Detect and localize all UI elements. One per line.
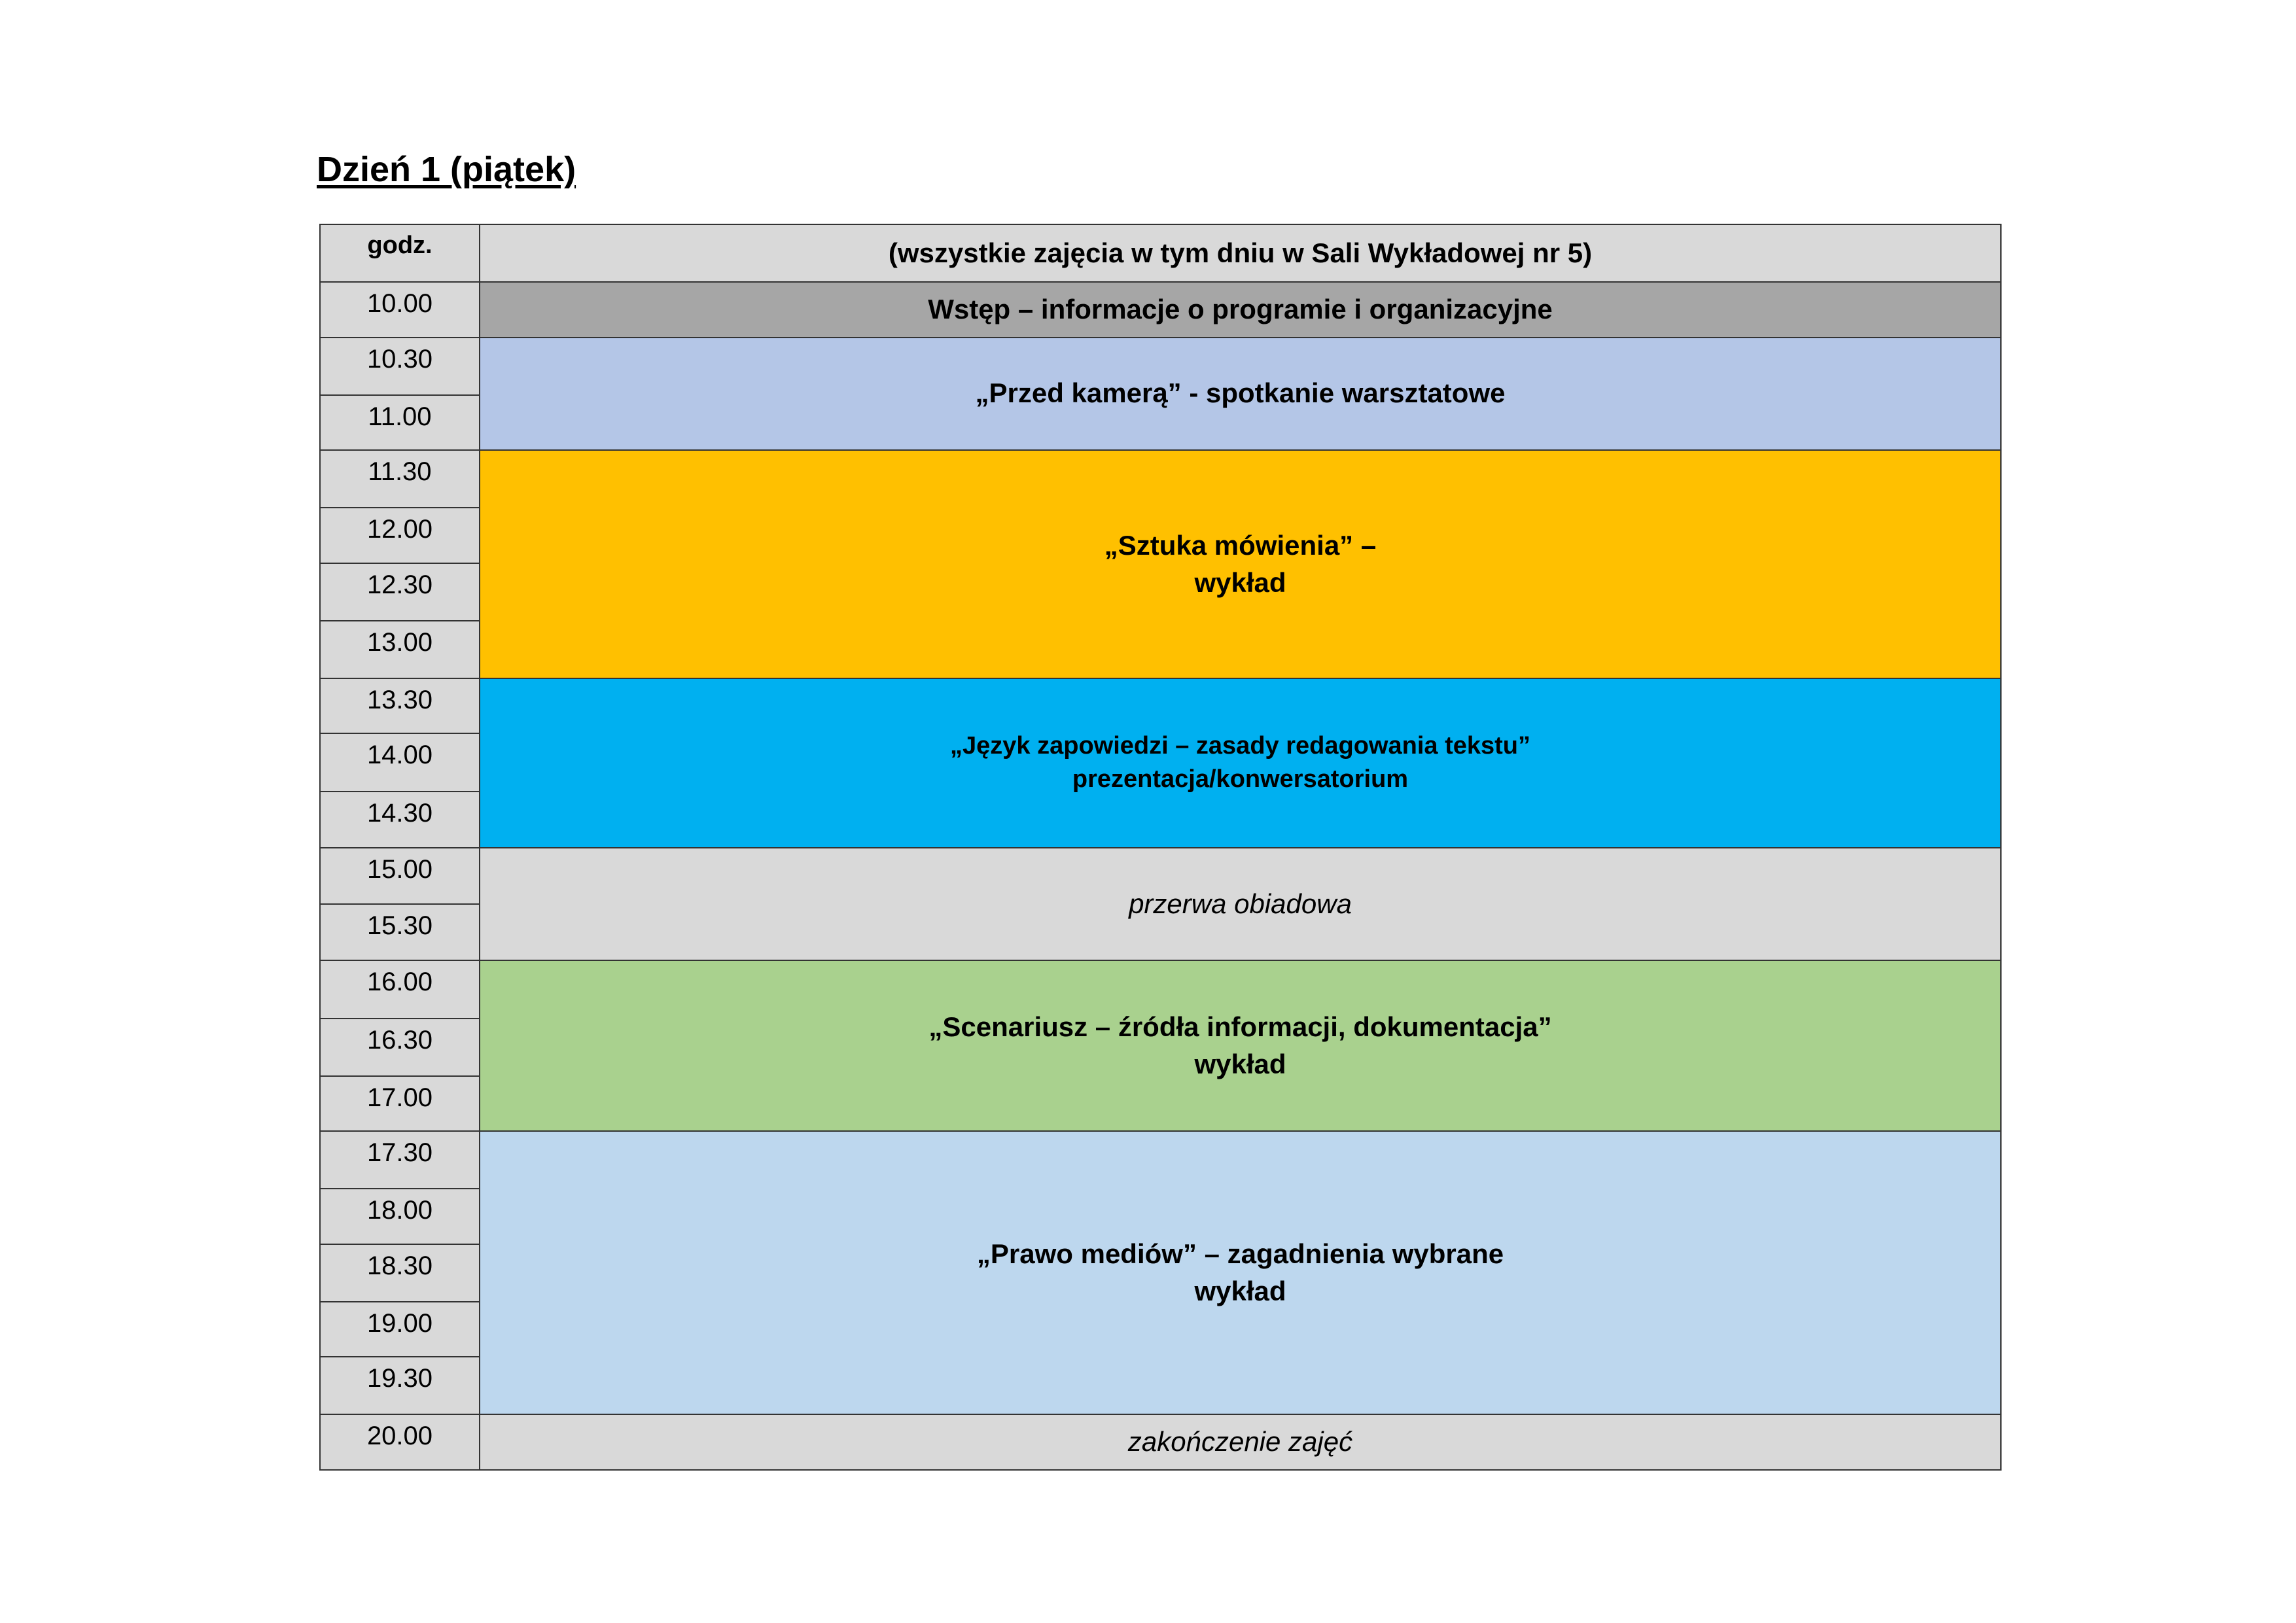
event-title: „Sztuka mówienia” – xyxy=(1104,529,1377,561)
event-type: wykład xyxy=(1194,1275,1286,1306)
time-cell: 20.00 xyxy=(320,1414,480,1470)
time-cell: 15.00 xyxy=(320,848,480,904)
event-przerwa-obiadowa xyxy=(480,848,2001,961)
event-zakonczenie xyxy=(480,1414,2001,1470)
event-title: Wstęp – informacje o programie i organizacyjne xyxy=(928,294,1553,325)
table-row xyxy=(320,282,2001,337)
time-cell: 10.30 xyxy=(320,338,480,395)
table-header-row xyxy=(320,224,2001,282)
table-row xyxy=(320,848,2001,904)
event-scenariusz xyxy=(480,960,2001,1131)
event-title: „Język zapowiedzi – zasady redagowania tekstu” xyxy=(950,732,1530,760)
time-cell: 14.00 xyxy=(320,733,480,791)
event-jezyk-zapowiedzi xyxy=(480,678,2001,848)
event-title: przerwa obiadowa xyxy=(1129,888,1352,919)
time-cell: 16.00 xyxy=(320,960,480,1018)
event-title: zakończenie zajęć xyxy=(1127,1426,1353,1457)
time-cell: 18.30 xyxy=(320,1244,480,1302)
event-prawo-mediow xyxy=(480,1131,2001,1414)
time-cell: 16.30 xyxy=(320,1019,480,1076)
time-cell: 10.00 xyxy=(320,282,480,337)
time-cell: 17.30 xyxy=(320,1131,480,1189)
event-type: prezentacja/konwersatorium xyxy=(1072,765,1409,794)
time-cell: 12.00 xyxy=(320,508,480,563)
event-przed-kamera xyxy=(480,338,2001,451)
schedule-table xyxy=(319,224,2002,1471)
table-row xyxy=(320,1131,2001,1189)
table-row xyxy=(320,450,2001,508)
event-title: „Scenariusz – źródła informacji, dokumentacja” xyxy=(928,1011,1552,1043)
table-row xyxy=(320,678,2001,733)
table-row xyxy=(320,1414,2001,1470)
time-cell: 19.30 xyxy=(320,1357,480,1414)
time-cell: 12.30 xyxy=(320,563,480,621)
time-column-header: godz. xyxy=(320,224,480,282)
event-title: „Prawo mediów” – zagadnienia wybrane xyxy=(976,1238,1504,1270)
time-cell: 11.00 xyxy=(320,395,480,450)
time-cell: 19.00 xyxy=(320,1302,480,1357)
time-cell: 13.00 xyxy=(320,621,480,678)
time-cell: 15.30 xyxy=(320,904,480,960)
time-cell: 14.30 xyxy=(320,792,480,848)
time-cell: 17.00 xyxy=(320,1076,480,1131)
event-sztuka-mowienia xyxy=(480,450,2001,678)
event-title: „Przed kamerą” - spotkanie warsztatowe xyxy=(975,377,1506,409)
time-cell: 13.30 xyxy=(320,678,480,733)
page-title: Dzień 1 (piątek) xyxy=(317,150,576,189)
table-row xyxy=(320,960,2001,1018)
event-intro xyxy=(480,282,2001,337)
event-type: wykład xyxy=(1194,1048,1286,1079)
table-row xyxy=(320,338,2001,395)
time-cell: 11.30 xyxy=(320,450,480,508)
time-cell: 18.00 xyxy=(320,1189,480,1244)
location-note: (wszystkie zajęcia w tym dniu w Sali Wykładowej nr 5) xyxy=(480,224,2001,282)
event-type: wykład xyxy=(1194,567,1286,598)
